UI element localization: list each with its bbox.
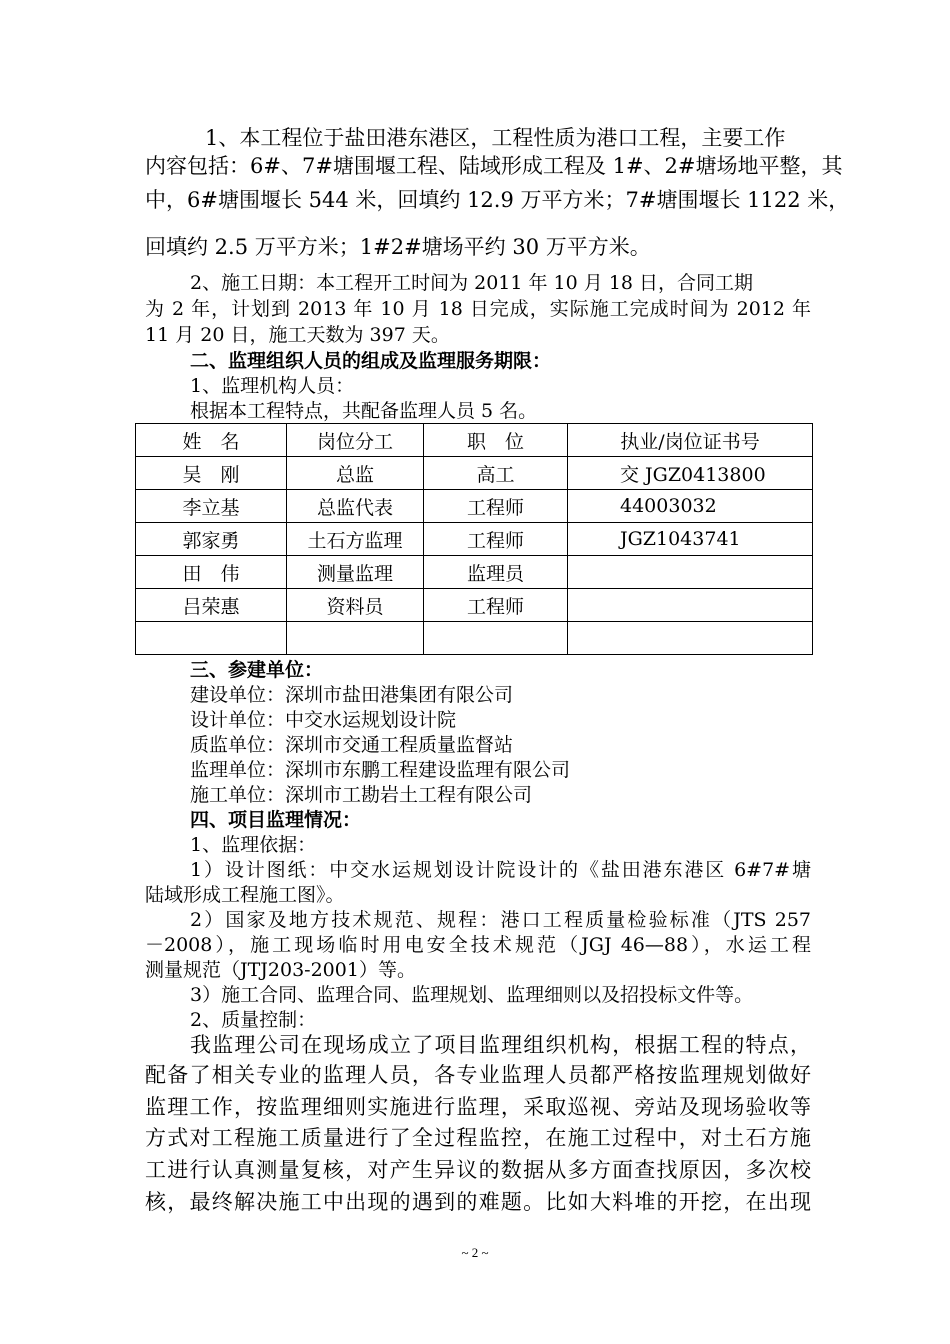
- header-name: 姓 名: [136, 424, 287, 457]
- table-row: [136, 490, 813, 523]
- quality-line: 方式对工程施工质量进行了全过程监控，在施工过程中，对土石方施: [145, 1126, 811, 1150]
- paragraph-1-line-1: 1、本工程位于盐田港东港区，工程性质为港口工程，主要工作: [205, 126, 786, 150]
- table-header-row: [136, 424, 813, 457]
- paragraph-1-line-3: 中，6#塘围堰长 544 米，回填约 12.9 万平方米；7#塘围堰长 1122 米，: [145, 188, 850, 212]
- basis-2-line-2: －2008），施工现场临时用电安全技术规范（JGJ 46—88），水运工程: [145, 934, 811, 956]
- table-row-empty: [136, 622, 813, 655]
- cell-role: 资料员: [287, 589, 424, 622]
- table-row: [136, 523, 813, 556]
- section-2-subheading: 1、监理机构人员：: [190, 375, 355, 397]
- cell-cert: 44003032: [568, 490, 813, 523]
- cell-title: 工程师: [424, 490, 568, 523]
- cell-cert: [568, 622, 813, 655]
- participant-line: 施工单位：深圳市工勘岩土工程有限公司: [190, 784, 533, 806]
- cell-role: 总监: [287, 457, 424, 490]
- cell-role: 测量监理: [287, 556, 424, 589]
- paragraph-2-line-1: 2、施工日期：本工程开工时间为 2011 年 10 月 18 日，合同工期: [190, 272, 754, 294]
- table-row: [136, 457, 813, 490]
- header-cert: 执业/岗位证书号: [568, 424, 813, 457]
- section-4-heading: 四、项目监理情况：: [190, 809, 362, 831]
- quality-line: 我监理公司在现场成立了项目监理组织机构，根据工程的特点，: [190, 1033, 811, 1057]
- participant-line: 监理单位：深圳市东鹏工程建设监理有限公司: [190, 759, 571, 781]
- basis-2-line-1: 2）国家及地方技术规范、规程：港口工程质量检验标准（JTS 257: [190, 909, 811, 931]
- basis-3: 3）施工合同、监理合同、监理规划、监理细则以及招投标文件等。: [190, 984, 754, 1006]
- header-role: 岗位分工: [287, 424, 424, 457]
- cell-cert: [568, 556, 813, 589]
- table-row: [136, 589, 813, 622]
- section-4-subheading-2: 2、质量控制：: [190, 1009, 317, 1031]
- section-2-intro: 根据本工程特点，共配备监理人员 5 名。: [190, 400, 538, 422]
- cell-role: 总监代表: [287, 490, 424, 523]
- quality-line: 配备了相关专业的监理人员，各专业监理人员都严格按监理规划做好: [145, 1063, 811, 1087]
- cell-role: 土石方监理: [287, 523, 424, 556]
- table-row: [136, 556, 813, 589]
- basis-2-line-3: 测量规范（JTJ203-2001）等。: [145, 959, 416, 981]
- cell-title: 工程师: [424, 523, 568, 556]
- header-title: 职 位: [424, 424, 568, 457]
- page-number: ~ 2 ~: [461, 1245, 489, 1260]
- cell-cert: JGZ1043741: [568, 523, 813, 556]
- cell-name: [136, 622, 287, 655]
- cell-cert: [568, 589, 813, 622]
- cell-cert: 交 JGZ0413800: [568, 457, 813, 490]
- cell-title: 监理员: [424, 556, 568, 589]
- paragraph-1-line-4: 回填约 2.5 万平方米；1#2#塘场平约 30 万平方米。: [145, 235, 651, 259]
- paragraph-1-line-2: 内容包括：6#、7#塘围堰工程、陆域形成工程及 1#、2#塘场地平整，其: [145, 154, 843, 178]
- cell-role: [287, 622, 424, 655]
- section-2-heading: 二、监理组织人员的组成及监理服务期限：: [190, 350, 552, 372]
- basis-1-line-1: 1）设计图纸：中交水运规划设计院设计的《盐田港东港区 6#7#塘: [190, 859, 811, 881]
- section-3-heading: 三、参建单位：: [190, 659, 324, 681]
- cell-name: 田 伟: [136, 556, 287, 589]
- basis-1-line-2: 陆域形成工程施工图》。: [145, 884, 345, 906]
- paragraph-2-line-2: 为 2 年，计划到 2013 年 10 月 18 日完成，实际施工完成时间为 2012 年: [145, 298, 811, 320]
- section-4-subheading-1: 1、监理依据：: [190, 834, 317, 856]
- cell-title: 高工: [424, 457, 568, 490]
- quality-line: 工进行认真测量复核，对产生异议的数据从多方面查找原因，多次校: [145, 1158, 811, 1182]
- cell-title: 工程师: [424, 589, 568, 622]
- cell-name: 吕荣惠: [136, 589, 287, 622]
- participant-line: 设计单位：中交水运规划设计院: [190, 709, 457, 731]
- cell-name: 吴 刚: [136, 457, 287, 490]
- participant-line: 建设单位：深圳市盐田港集团有限公司: [190, 684, 514, 706]
- cell-name: 郭家勇: [136, 523, 287, 556]
- quality-line: 监理工作，按监理细则实施进行监理，采取巡视、旁站及现场验收等: [145, 1095, 811, 1119]
- paragraph-2-line-3: 11 月 20 日，施工天数为 397 天。: [145, 324, 450, 346]
- quality-line: 核，最终解决施工中出现的遇到的难题。比如大料堆的开挖，在出现: [145, 1190, 811, 1214]
- cell-name: 李立基: [136, 490, 287, 523]
- cell-title: [424, 622, 568, 655]
- staff-table: [135, 423, 813, 655]
- participant-line: 质监单位：深圳市交通工程质量监督站: [190, 734, 514, 756]
